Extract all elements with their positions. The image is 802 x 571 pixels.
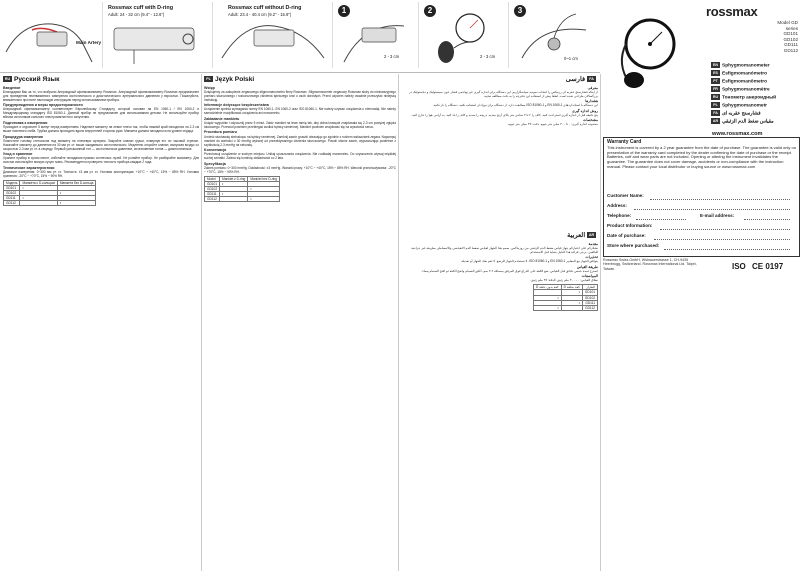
lang-code: EN [713, 63, 718, 67]
figure-step-3 [510, 2, 598, 68]
language-fr [711, 86, 770, 94]
step-2-badge: 2 [424, 5, 436, 17]
table-cell: كفة بدون حلقة D [534, 285, 562, 290]
language-ru [711, 94, 776, 102]
table-cell: GD112 [4, 201, 20, 206]
ar-model-table [533, 284, 598, 310]
field-line [744, 219, 790, 220]
fa-p-0: از اینکه فشارسنج عقربه ای رزمکس را انتخاب نمودید سپاسگزاریم. این دستگاه برای اندازه گیری غیر تهاجمی فشار خون سیستولیک و دیاستولیک در بزرگسالان طراحی شده است. لطفا پیش از استفاده این دفترچه را به دقت مطالعه نمایید. [408, 89, 598, 98]
table-cell: كفة بحلقة D [561, 285, 582, 290]
ar-h-3: المواصفات [581, 274, 598, 279]
lang-code: AR [588, 233, 595, 238]
ru-h-4: Уход и хранение [3, 152, 33, 157]
table-cell: Модель [4, 180, 20, 185]
pl-h-1: Informacje dotyczące bezpieczeństwa [204, 103, 269, 108]
certification-marks [732, 262, 783, 271]
ru-p-5: Диапазон измерения: 0~300 мм рт. ст. Точность: ±3 мм рт. ст. Условия эксплуатации: +10°C ~ +40°C, 15% ~ 85% RH. Условия хранения: -20°C ~ +70°C, 15% ~ 90% RH. [3, 169, 199, 178]
fa-p-1: این دستگاه با استانداردهای EN 1060-1 و ISO 81060-1 مطابقت دارد. از دستگاه برای نوزادان استفاده نکنید. دستگاه را باز نکنید. [432, 103, 598, 108]
pl-model-table [204, 176, 280, 202]
ce-mark: CE 0197 [752, 262, 784, 271]
language-pl [711, 102, 767, 110]
sphygmomanometer-product-icon [610, 14, 690, 90]
ar-h-2: طريقة القياس [576, 264, 598, 269]
step-1-badge: 1 [338, 5, 350, 17]
arm-icon [2, 2, 102, 68]
table-cell: GD111 [582, 300, 597, 305]
website-url: www.rossmax.com [712, 131, 763, 137]
lang-name: Sphygmomanometer [722, 63, 770, 69]
cuff-ring-size: Adult: 24 - 32 cm (9.4" - 12.6") [108, 12, 165, 17]
field-line [634, 209, 790, 210]
model-gd112: GD112 [783, 47, 798, 53]
table-row [205, 197, 280, 202]
table-cell: • [534, 295, 562, 300]
lang-code: PL [711, 102, 720, 108]
field-product-info: Product Information: [607, 223, 653, 228]
fa-h-1: هشدارها [585, 99, 598, 104]
cuff-plain-title: Rossmax cuff without D-ring [228, 5, 302, 11]
figure-arm-main-artery [2, 2, 103, 68]
table-cell: • [220, 181, 248, 186]
brand-logo: rossmax [706, 4, 758, 19]
table-row [205, 176, 280, 181]
pl-p-3: Umieść słuchawkę stetoskopu na tętnicy ramiennej. Zamknij zawór gruszki obracając go zgodnie z ruchem wskazówek zegara. Napompuj mankiet do wartości o 30 mmHg wyższej od przewidywanego ciśnienia skurczowego. Powoli otwórz zawór, wypuszczając powietrze z szybkością 2-3 mmHg na sekundę. [204, 134, 396, 147]
lang-name: Тонометр анероидный [722, 95, 777, 101]
table-row [534, 305, 598, 310]
ar-h-0: مقدمة [588, 241, 598, 246]
fa-h-3: مشخصات [582, 118, 598, 123]
lang-code: AR [712, 119, 719, 123]
ar-p-3: نطاق القياس: ٠ - ٣٠٠ ملم زئبق. الدقة: ±٣ ملم زئبق. [530, 278, 598, 283]
pl-h-4: Konserwacja [204, 148, 227, 153]
field-customer-name: Customer Name: [607, 193, 644, 198]
ru-p-1: Анероидный сфигмоманометр соответствует Европейскому Стандарту, который основан на EN 1060-1 / EN 1060-2 и Международному стандарту ISO 81060-1. Данный прибор не предназначен для использования детьми. Не используйте прибор вблизи источников сильного электромагнитного излучения. [3, 107, 199, 120]
ru-h-3: Процедура измерения [3, 134, 43, 139]
table-cell: GD111 [4, 196, 20, 201]
table-cell: GD112 [205, 197, 220, 202]
ru-p-0: Благодарим Вас за то, что выбрали Анероидный сфигмоманометр Rossmax. Анероидный сфигмоманометр Rossmax предназначен для проведения неинвазивного измерения систолического и диастолического артериального давления у взрослых. Пожалуйста, внимательно прочтите настоящую инструкцию перед использованием прибора. [3, 89, 199, 102]
column-divider [201, 74, 202, 571]
cuff-ring-title: Rossmax cuff with D-ring [108, 5, 173, 11]
model-gd111: GD111 [784, 42, 798, 47]
figure-cuff-with-ring [104, 2, 213, 68]
pl-h-5: Specyfikacja [204, 161, 226, 166]
pl-p-4: Przechowuj urządzenie w suchym miejscu. Unikaj upuszczania urządzenia. Nie rozkładaj manometru. Do czyszczenia używaj miękkiej suchej szmatki. Zaleca się kontrolę dokładności co 2 lata. [204, 152, 396, 161]
pl-h-2: Zakładanie mankietu [204, 116, 240, 121]
table-cell: • [561, 300, 582, 305]
table-cell: • [248, 187, 280, 192]
polish-heading: PL Język Polski [204, 76, 396, 84]
step-1-distance: 2 - 3 cm [384, 54, 400, 59]
figure-cuff-without-ring [214, 2, 333, 68]
field-telephone: Telephone: [607, 213, 632, 218]
table-cell: GD102 [582, 295, 597, 300]
pl-p-0: Dziękujemy za zakupienie zegarowego sfigmomanometru firmy Rossmax. Sfigmomanometr zegarowy Rossmax służy do nieinwazyjnego pomiaru skurczowego i rozkurczowego ciśnienia tętniczego krwi u osób dorosłych. Przed użyciem należy uważnie przeczytać niniejszą instrukcję. [204, 89, 396, 102]
table-cell: GD102 [4, 191, 20, 196]
ru-model-table [3, 180, 96, 206]
table-cell: GD101 [205, 181, 220, 186]
ru-h-1: Предупреждения и меры предосторожности [3, 103, 83, 108]
lang-code: FA [587, 76, 596, 82]
fa-h-2: روش اندازه گیری [572, 108, 598, 113]
field-line [664, 249, 790, 250]
ru-p-4: Храните прибор в сухом месте, избегайте попадания прямых солнечных лучей. Не роняйте прибор. Не разбирайте манометр. Для очистки используйте мягкую сухую ткань. Рекомендуется проверять точность прибора каждые 2 года. [3, 156, 199, 165]
lang-code: FR [711, 86, 720, 92]
ar-p-0: نشكركم على اختياركم جهاز قياس ضغط الدم الزئبقي من روزماكس. صمم هذا الجهاز لقياس ضغط الدم الانقباضي والانبساطي بطريقة غير جراحية للبالغين. يرجى قراءة هذا الدليل بعناية قبل الاستخدام. [411, 245, 598, 254]
table-cell: • [20, 186, 57, 191]
warranty-title: Warranty Card [607, 139, 642, 145]
table-cell: GD112 [582, 305, 597, 310]
section-arabic [401, 232, 598, 568]
lang-code: PL [204, 76, 213, 82]
pl-p-2: Usiądź wygodnie i odpocznij przez 5 minut. Załóż mankiet na lewe ramię tak, aby dolna krawędź znajdowała się 2-3 cm powyżej zgięcia łokciowego. Przewód powinien przebiegać wzdłuż tętnicy ramiennej. Mankiet powinien znajdować się na wysokości serca. [204, 120, 396, 129]
lang-name: مقياس ضغط الدم الزئبقي [722, 119, 774, 125]
field-date-of-purchase: Date of purchase: [607, 233, 646, 238]
iso-mark: ISO [732, 262, 746, 271]
field-line [650, 199, 790, 200]
section-polish [204, 76, 396, 570]
lang-name: فشارسنج عقربه ای [722, 111, 761, 117]
lang-name: Sphygmomanomètre [722, 87, 770, 93]
model-gd101: GD101 [783, 31, 798, 36]
figure-step-2 [420, 2, 509, 68]
table-cell: • [57, 191, 96, 196]
persian-heading: فارسی FA [401, 76, 598, 84]
table-cell: Mankiet bez D-ring [248, 176, 280, 181]
russian-heading: RU Русский Язык [4, 76, 60, 83]
arabic-heading: العربية AR [567, 232, 595, 239]
model-list [774, 20, 798, 53]
table-cell [220, 197, 248, 202]
table-cell: • [20, 196, 57, 201]
main-artery-label: Main Artery [76, 40, 102, 45]
cuff-plain-icon [214, 2, 332, 68]
section-russian [3, 76, 199, 570]
table-cell [561, 305, 582, 310]
field-line [660, 229, 790, 230]
ru-h-5: Технические характеристики [3, 165, 55, 170]
table-cell: GD102 [205, 187, 220, 192]
pl-p-1: Urządzenie spełnia wymagania normy EN 1060-1, EN 1060-2 oraz ISO 81060-1. Nie należy używać urządzenia u niemowląt. Nie należy samodzielnie modyfikować urządzenia ani manometru. [204, 107, 396, 116]
lang-code: PT [711, 78, 720, 84]
model-gd102: GD102 [783, 36, 798, 42]
pl-p-5: Zakres pomiaru: 0~300 mmHg. Dokładność: ±3 mmHg. Warunki pracy: +10°C ~ +40°C, 15% ~ 85% RH. Warunki przechowywania: -20°C ~ +70°C, 15% ~ 90% RH. [204, 165, 396, 174]
table-cell: GD111 [205, 192, 220, 197]
ru-h-2: Подготовка к измерению [3, 120, 48, 125]
ru-p-2: Присядьте и отдохните 5 минут перед измерением. Наденьте манжету на левое плечо так, чтобы нижний край находился на 2-3 см выше локтевого сгиба. Трубка должна проходить вдоль внутренней стороны руки. Манжета должна находиться на уровне сердца. [3, 124, 199, 133]
pl-h-3: Procedura pomiaru [204, 130, 237, 135]
cover-panel [600, 0, 802, 571]
language-es [711, 70, 767, 78]
step-3-distance: 0~1 cm [564, 56, 578, 61]
table-cell: • [57, 201, 96, 206]
lang-code: FA [711, 110, 720, 116]
warranty-card [603, 137, 800, 257]
language-pt [711, 78, 767, 86]
column-divider [600, 74, 601, 571]
field-store: Store where purchased: [607, 243, 660, 248]
fa-h-0: معرفی [587, 85, 598, 90]
table-cell: Манжета без D-кольца [57, 180, 96, 185]
manufacturer-address: Rossmax Swiss GmbH, Widnauerstrasse 1, CH-9435 Heerbrugg, Switzerland. Rossmax International Ltd. Taipei, Taiwan. [603, 258, 697, 271]
column-divider [398, 74, 399, 571]
ar-h-1: تحذيرات [585, 255, 598, 260]
language-en [711, 62, 770, 70]
table-cell: Model [205, 176, 220, 181]
lang-code: RU [712, 95, 719, 99]
field-line [654, 239, 790, 240]
table-cell [20, 201, 57, 206]
table-cell: GD101 [582, 290, 597, 295]
step-2-distance: 2 - 3 cm [480, 54, 496, 59]
field-email: E-mail address: [700, 213, 735, 218]
table-cell: • [220, 192, 248, 197]
lang-code: RU [4, 77, 11, 82]
wrap-cuff-icon [334, 2, 418, 68]
model-label: Model GD series [777, 20, 798, 31]
table-cell: GD101 [4, 186, 20, 191]
ru-p-3: Поместите головку стетоскопа под манжету на плечевую артерию. Закройте клапан груши, повернув его по часовой стрелке. Накачайте манжету до давления на 30 мм рт. ст. выше ожидаемого систолического. Медленно откройте клапан, выпуская воздух со скоростью 2-3 мм рт. ст. в секунду. Первый услышанный тон — систолическое давление, исчезновение тонов — диастолическое. [3, 138, 199, 151]
table-row [4, 180, 96, 185]
table-row [534, 285, 598, 290]
stethoscope-icon [510, 2, 598, 68]
warranty-body: This instrument is covered by a 2 year guarantee from the date of purchase. The guarantee is valid only on presentation of the warranty card completed by the dealer confirming the date of purchase or the receipt. Batteries, cuff and wear parts are not included. Opening or altering the instrument invalidates the guarantee. The guarantee does not cover damage, accidents or non-compliance with the instruction manual. Please contact your local distributor or buying source or www.rossmax.com [607, 144, 796, 169]
cuff-plain-size: Adult: 23.4 - 40.4 cm (9.2" - 15.9") [228, 12, 292, 17]
table-cell: Манжета с D-кольцом [20, 180, 57, 185]
lang-code: ES [711, 70, 720, 76]
table-row [4, 201, 96, 206]
cuff-ring-icon [104, 2, 212, 68]
ru-h-0: Введение [3, 85, 21, 90]
table-cell: • [561, 290, 582, 295]
lang-name: Esfigmomanômetro [722, 79, 768, 85]
fa-p-2: پنج دقیقه قبل از اندازه گیری استراحت کنید. کاف را ۲ تا ۳ سانتی متر بالای آرنج ببندید. دریچه را ببندید و کاف را باد کنید. به آرامی هوا را خارج کنید. [411, 112, 598, 117]
table-cell: الطراز [582, 285, 597, 290]
ar-p-1: يتوافق الجهاز مع المعايير EN 1060-1 و ISO 81060-1. لا تستخدم الجهاز للرضع. لا تقم بفك الجهاز أو تعديله. [460, 259, 598, 264]
section-persian [401, 76, 598, 226]
lang-name: Esfigmomanómetro [722, 71, 768, 77]
table-cell: • [534, 305, 562, 310]
table-cell: Mankiet z D-ring [220, 176, 248, 181]
pl-h-0: Wstęp [204, 85, 215, 90]
step-3-badge: 3 [514, 5, 526, 17]
figure-step-1 [334, 2, 419, 68]
ar-p-2: استرح لمدة خمس دقائق قبل القياس. ضع الكفة على الذراع فوق المرفق بمسافة ٢-٣ سم. أغلق الصمام وانفخ الكفة ثم افتح الصمام ببطء. [421, 268, 598, 273]
illustration-strip [0, 0, 600, 73]
field-address: Address: [607, 203, 627, 208]
field-line [636, 219, 686, 220]
language-fa [711, 110, 761, 118]
lang-name: Sphygmomanometr [722, 103, 768, 109]
language-ar [711, 118, 774, 126]
fa-p-3: محدوده اندازه گیری: ۰ تا ۳۰۰ میلی متر جیوه. دقت: ±۳ میلی متر جیوه. [507, 122, 598, 127]
table-cell: • [248, 197, 280, 202]
